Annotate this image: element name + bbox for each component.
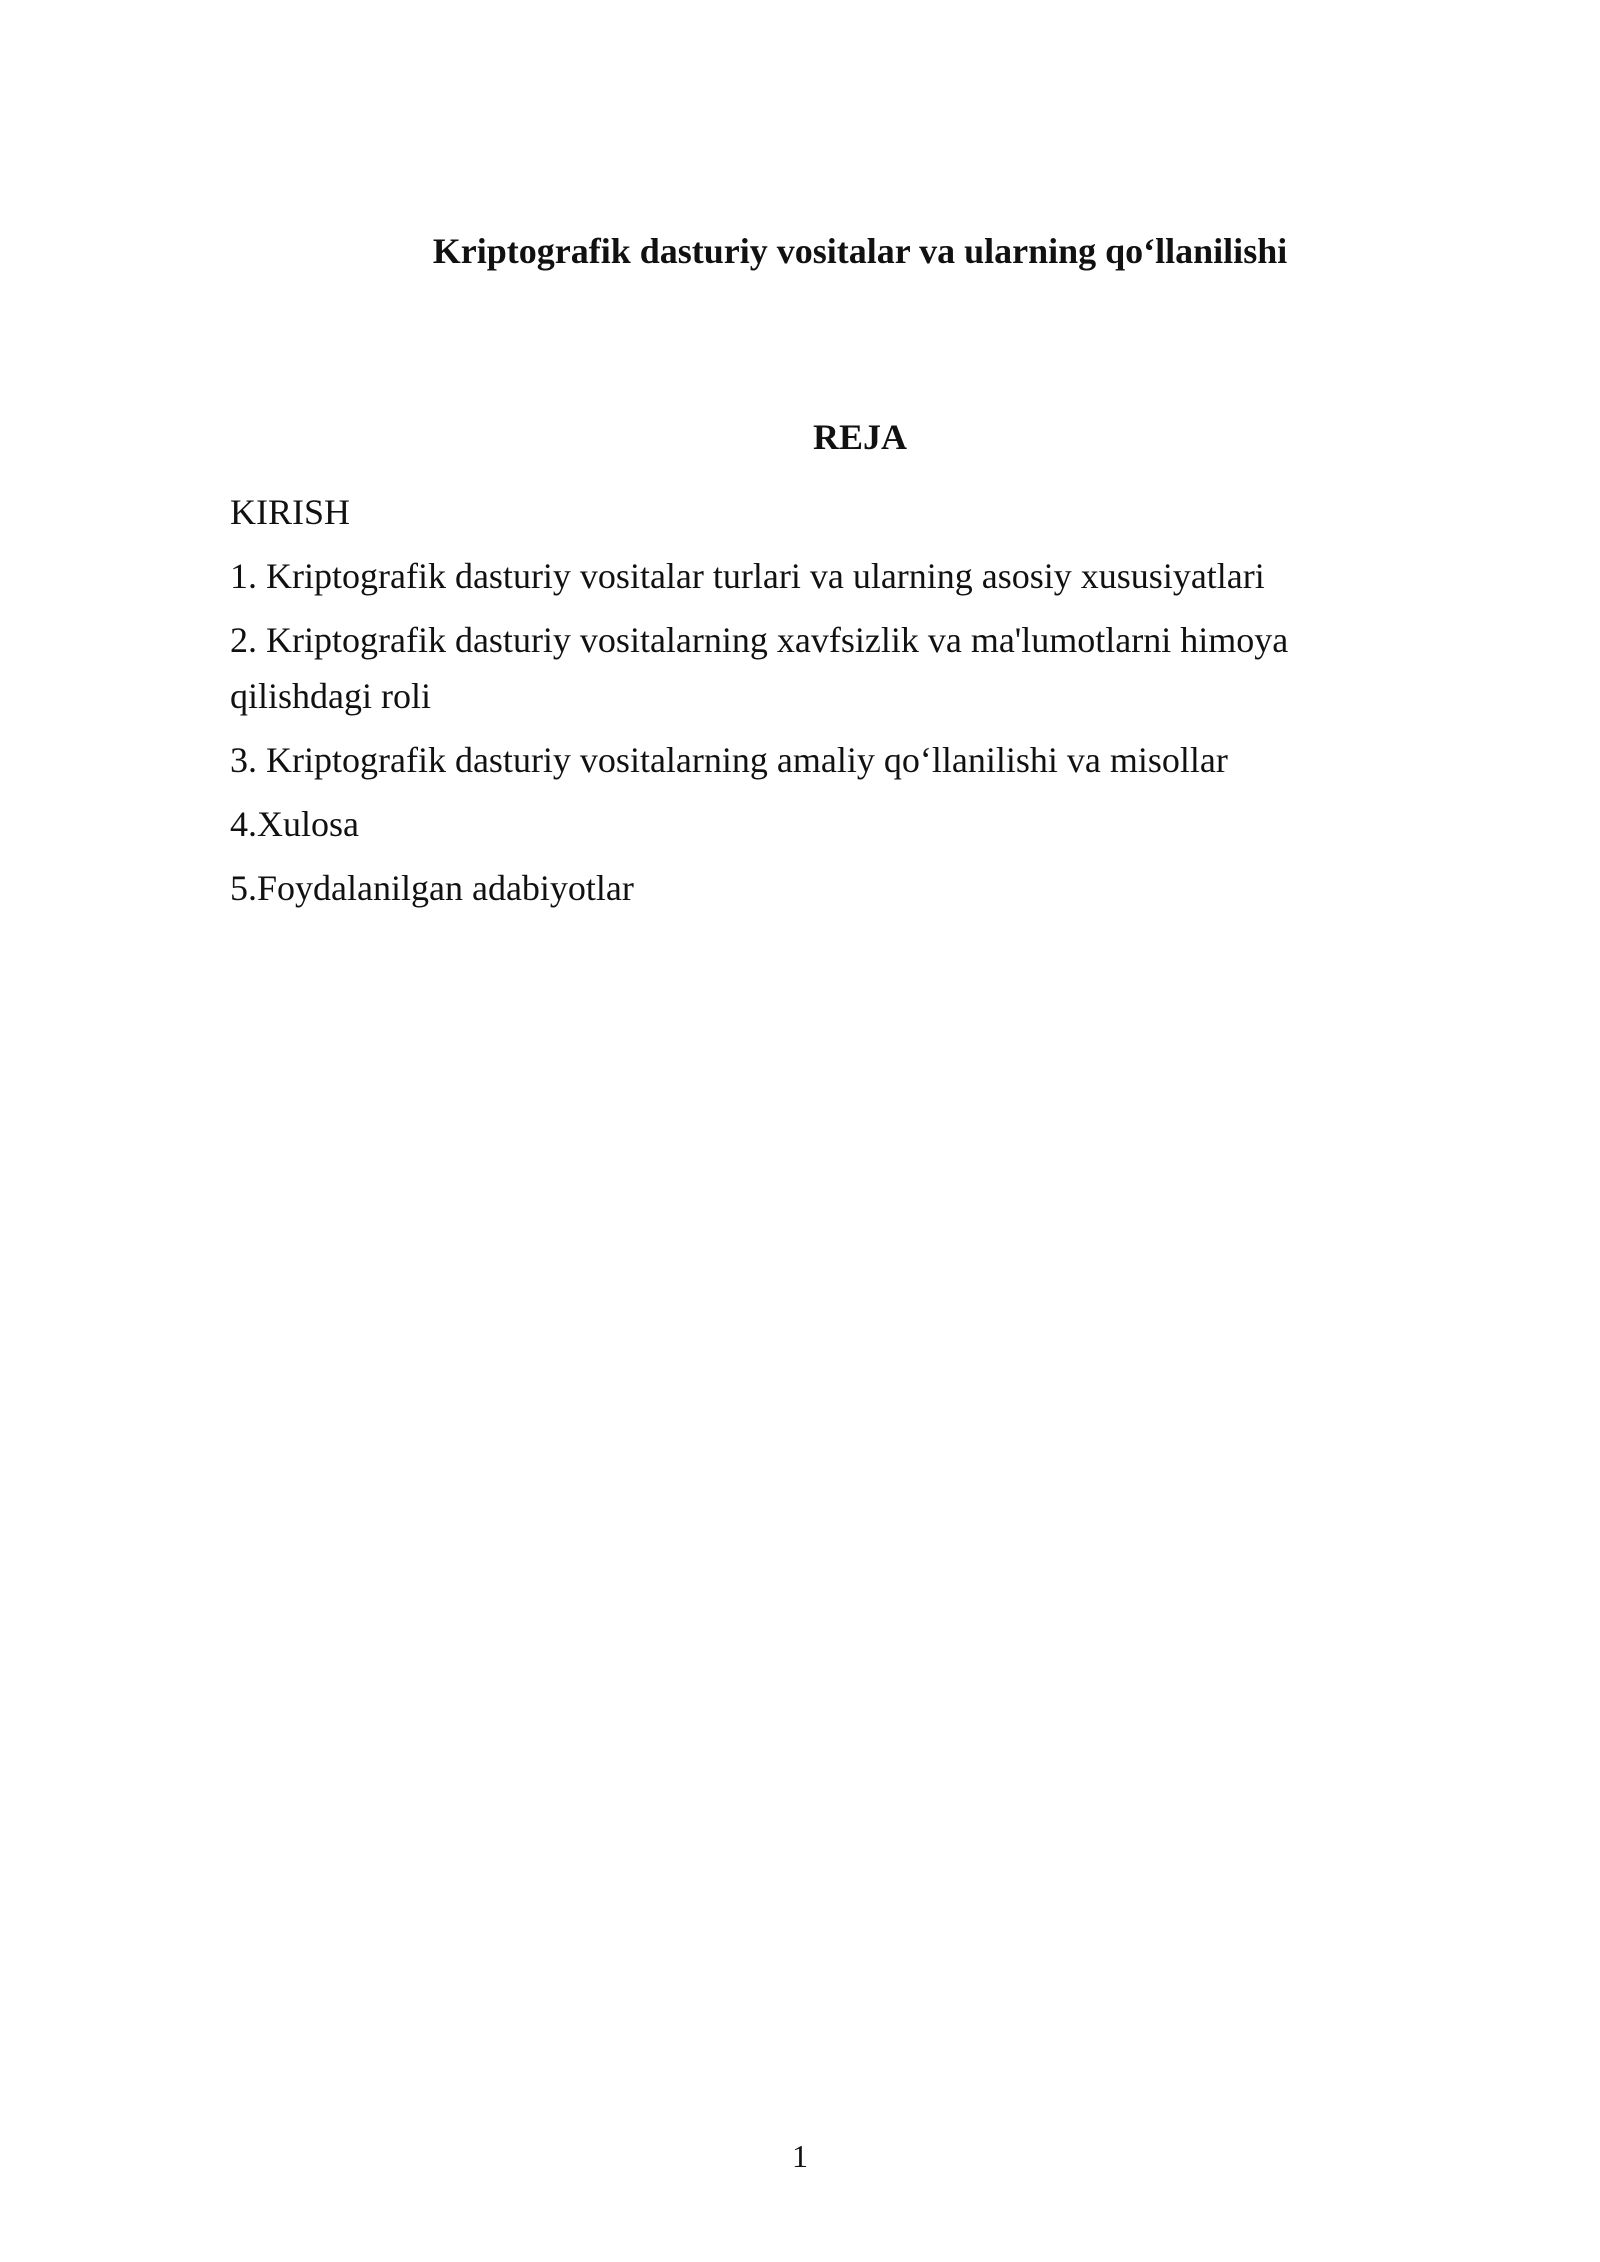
document-title: Kriptografik dasturiy vositalar va ularning qo‘llanilishi bbox=[432, 231, 1288, 271]
page-number: 1 bbox=[792, 2138, 808, 2174]
plan-list bbox=[230, 484, 1370, 924]
plan-item-1: 1. Kriptografik dasturiy vositalar turlari va ularning asosiy xususiyatlari bbox=[230, 556, 1265, 596]
plan-item-2: 2. Kriptografik dasturiy vositalarning xavfsizlik va ma'lumotlarni himoya qilishdagi roli bbox=[230, 620, 1289, 716]
plan-item-3: 3. Kriptografik dasturiy vositalarning amaliy qo‘llanilishi va misollar bbox=[230, 740, 1228, 780]
plan-item-conclusion: 4.Xulosa bbox=[230, 804, 359, 844]
plan-heading: REJA bbox=[812, 417, 907, 457]
plan-item-introduction: KIRISH bbox=[230, 492, 351, 532]
plan-item-references: 5.Foydalanilgan adabiyotlar bbox=[230, 868, 634, 908]
